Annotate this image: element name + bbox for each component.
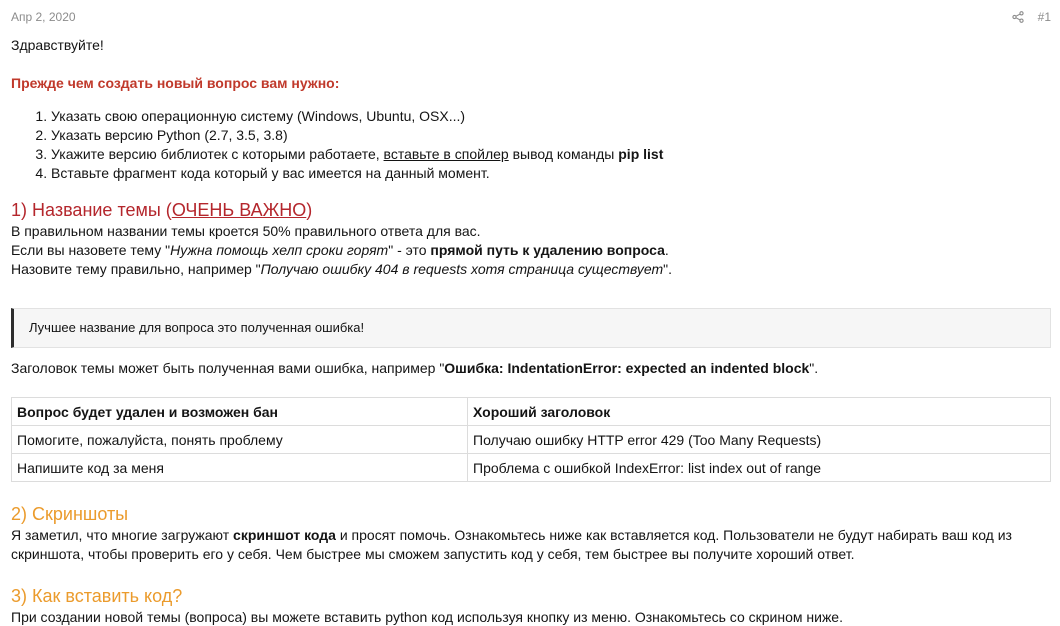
title-examples-table — [11, 397, 1051, 482]
topic-line-4: Заголовок темы может быть полученная вами ошибка, например "Ошибка: IndentationError: expected an indented block". — [11, 360, 819, 376]
section-title-screenshots: 2) Скриншоты — [11, 504, 129, 524]
requirements-list — [11, 107, 663, 183]
section-title-insert-code: 3) Как вставить код? — [11, 586, 183, 606]
greeting-text: Здравствуйте! — [11, 37, 104, 53]
table-header-cell: Вопрос будет удален и возможен бан — [12, 398, 468, 426]
list-item: 4. Вставьте фрагмент кода который у вас имеется на данный момент. — [51, 164, 663, 183]
share-icon[interactable] — [1012, 11, 1024, 23]
table-cell: Помогите, пожалуйста, понять проблему — [12, 426, 468, 454]
pip-list-command: pip list — [618, 146, 664, 162]
very-important-emph: ОЧЕНЬ ВАЖНО — [171, 200, 307, 220]
topic-line-1: В правильном названии темы кроется 50% правильного ответа для вас. — [11, 223, 481, 239]
table-row — [12, 454, 1051, 482]
screenshots-line-2: скриншота, чтобы проверить его у себя. Чем быстрее мы сможем запустить код у себя, тем быстрее вы получите хороший ответ. — [11, 546, 855, 562]
list-item: 3. Укажите версию библиотек с которыми работаете, вставьте в спойлер вывод команды pip list — [51, 145, 663, 164]
table-row — [12, 426, 1051, 454]
table-header-cell: Хороший заголовок — [468, 398, 1051, 426]
screenshots-line-1: Я заметил, что многие загружают скриншот кода и просят помочь. Ознакомьтесь ниже как вставляется код. Пользователи не будут набирать ваш код из — [11, 527, 1012, 543]
post-actions — [1012, 10, 1051, 24]
list-item: 1. Указать свою операционную систему (Windows, Ubuntu, OSX...) — [51, 107, 663, 126]
prereq-title: Прежде чем создать новый вопрос вам нужно: — [11, 75, 340, 91]
table-cell: Получаю ошибку HTTP error 429 (Too Many Requests) — [468, 426, 1051, 454]
post-number-link[interactable]: #1 — [1037, 10, 1051, 24]
topic-line-3: Назовите тему правильно, например "Получаю ошибку 404 в requests хотя страница существует". — [11, 261, 672, 277]
quote-block: Лучшее название для вопроса это полученная ошибка! — [11, 308, 1051, 348]
table-header-row — [12, 398, 1051, 426]
table-cell: Проблема с ошибкой IndexError: list index out of range — [468, 454, 1051, 482]
insert-code-line-1: При создании новой темы (вопроса) вы можете вставить python код используя кнопку из меню. Ознакомьтесь со скрином ниже. — [11, 609, 843, 625]
topic-line-2: Если вы назовете тему "Нужна помощь хелп сроки горят" - это прямой путь к удалению вопроса. — [11, 242, 669, 258]
table-cell: Напишите код за меня — [12, 454, 468, 482]
spoiler-link[interactable]: вставьте в спойлер — [383, 146, 509, 162]
list-item: 2. Указать версию Python (2.7, 3.5, 3.8) — [51, 126, 663, 145]
post-date[interactable]: Апр 2, 2020 — [11, 10, 76, 24]
section-title-topic-name: 1) Название темы (ОЧЕНЬ ВАЖНО) — [11, 200, 313, 220]
post-meta — [11, 10, 1051, 26]
